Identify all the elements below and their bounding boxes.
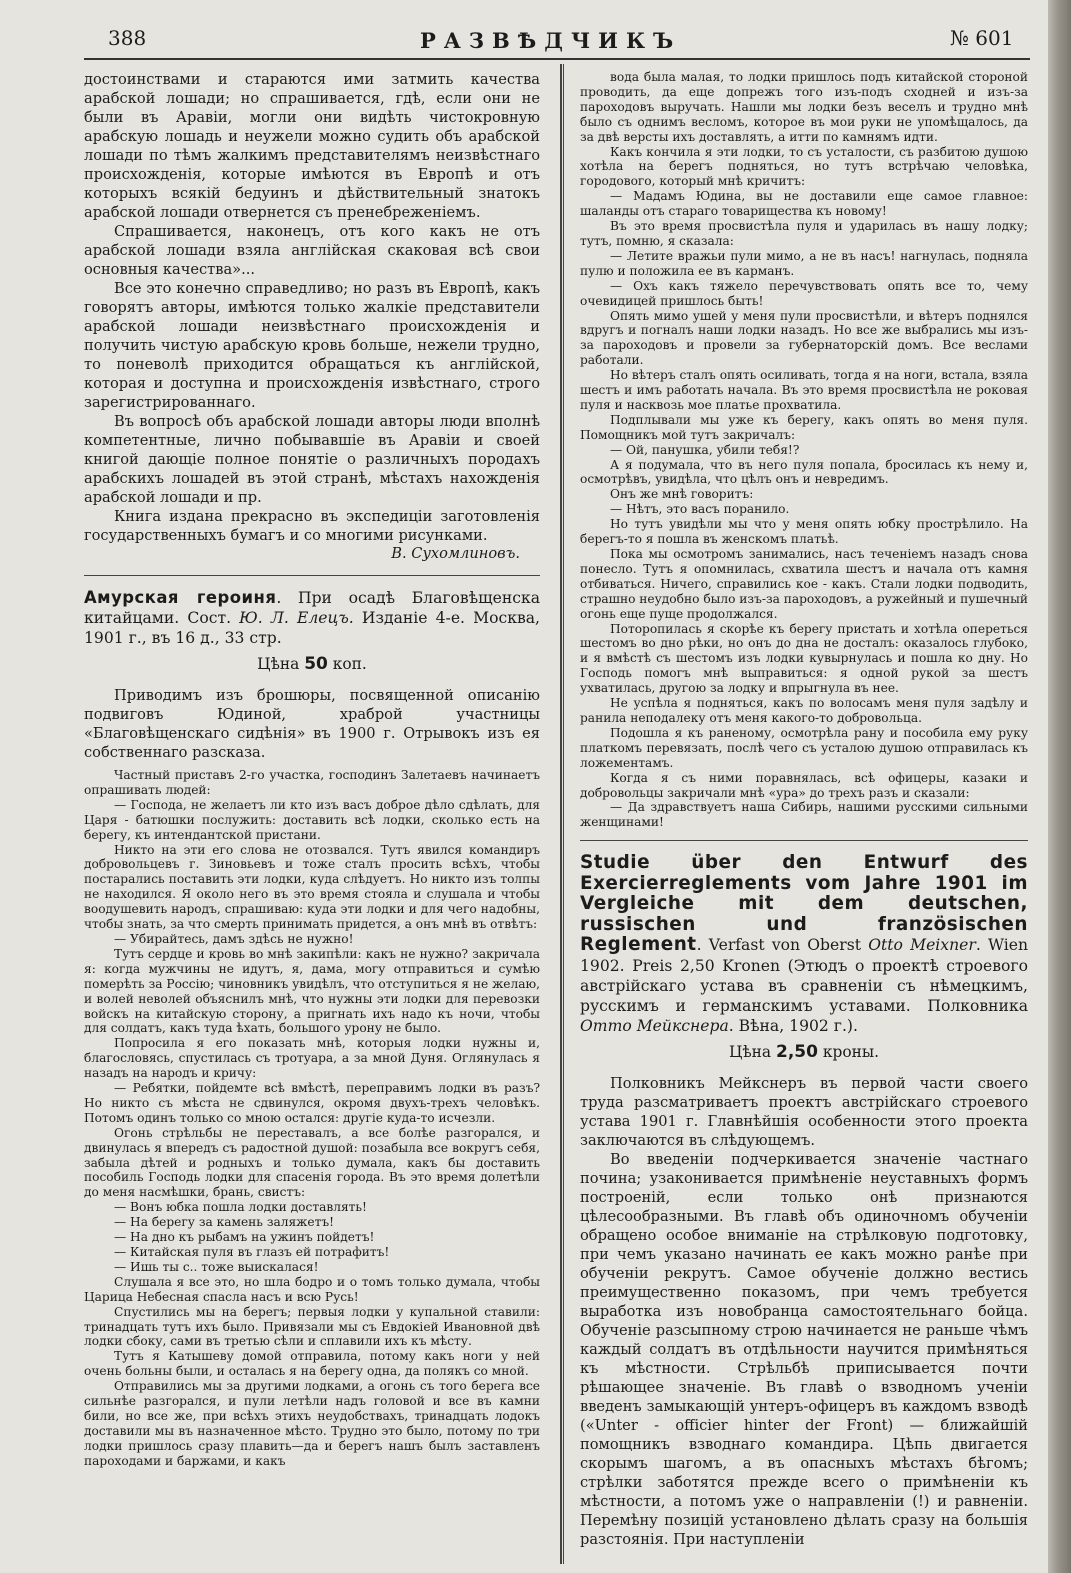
- book-desc: . Вѣна, 1902 г.).: [728, 1016, 858, 1035]
- page-number: 388: [108, 26, 147, 50]
- price-value: 2,50: [776, 1041, 818, 1062]
- story-paragraph: — На берегу за камень заляжетъ!: [114, 1215, 334, 1230]
- book-entry: [580, 853, 1028, 1036]
- section-separator: [580, 840, 1028, 841]
- story-paragraph: Въ это время просвистѣла пуля и ударилась въ нашу лодку; тутъ, помню, я сказала:: [580, 219, 1028, 248]
- story-paragraph: — Китайская пуля въ глазъ ей потрафитъ!: [114, 1245, 390, 1259]
- story-paragraph: Отправились мы за другими лодками, а огонь съ того берега все сильнѣе разгорался, и пули летѣли надъ головой и все въ камни били, но все же, при всѣхъ этихъ неудобствахъ, тринадцать лодокъ доставили мы въ назначенное мѣсто. Трудно это было, потому по три лодки пришлось сразу плавить—да и берегъ нашъ былъ заставленъ пароходами и баржами, и какъ: [84, 1379, 540, 1468]
- column-divider: [560, 64, 562, 1564]
- story-text: [580, 70, 1028, 830]
- review-paragraph: достоинствами и стараются ими затмить качества арабской лошади; но спрашивается, гдѣ, если они не были въ Аравіи, могли они видѣть чистокровную арабскую лошадь и неужели можно судить объ арабской лошади по тѣмъ жалкимъ представителямъ неизвѣстнаго происхожденія, которые имѣются въ Европѣ и отъ которыхъ всякій бедуинъ и дѣйствительный знатокъ арабской лошади отвернется съ пренебреженіемъ.: [84, 71, 540, 221]
- header-rule: [84, 58, 1030, 60]
- story-paragraph: Не успѣла я подняться, какъ по волосамъ меня пуля задѣлу и ранила неподалеку отъ меня какого-то добровольца.: [580, 696, 1028, 725]
- story-paragraph: Опять мимо ушей у меня пули просвистѣли, и вѣтеръ поднялся вдругъ и погналъ наши лодки назадъ. Но все же выбрались мы изъ-за пароходовъ и провели за губернаторскій домъ. Все веслами работали.: [580, 308, 1028, 368]
- story-text: [84, 768, 540, 1469]
- issue-number: № 601: [950, 26, 1014, 50]
- review-paragraph: Все это конечно справедливо; но разъ въ Европѣ, какъ говорятъ авторы, имѣются только жалкіе представители арабской лошади неизвѣстнаго происхожденія и получить чистую арабскую кровь больше, нежели трудно, то поневолѣ приходится обращаться къ англійской, которая и доступна и происхожденія извѣстнаго, строго зарегистрированнаго.: [84, 280, 540, 411]
- story-paragraph: — Вонъ юбка пошла лодки доставлять!: [114, 1200, 367, 1215]
- story-paragraph: Подплывали мы уже къ берегу, какъ опять во меня пуля. Помощникъ мой тутъ закричалъ:: [580, 412, 1028, 442]
- story-paragraph: А я подумала, что въ него пуля попала, бросилась къ нему и, осмотрѣвъ, увидѣла, что цѣлъ онъ и невредимъ.: [580, 457, 1028, 487]
- story-paragraph: Частный приставъ 2-го участка, господинъ Залетаевъ начинаетъ опрашивать людей:: [84, 768, 540, 797]
- book-price: [580, 1042, 1028, 1062]
- review-paragraph: Въ вопросѣ объ арабской лошади авторы люди вполнѣ компетентные, лично побывавшіе въ Аравіи и своей книгой дающіе полное понятіе о различныхъ породахъ арабскихъ лошадей въ этой странѣ, мѣстахъ нахожденія арабской лошади и пр.: [84, 413, 540, 506]
- story-paragraph: Онъ же мнѣ говоритъ:: [610, 487, 754, 502]
- review-signature: В. Сухомлиновъ.: [391, 545, 520, 562]
- story-paragraph: Огонь стрѣльбы не переставалъ, а все болѣе разгорался, и двинулась я впередъ съ радостной душой: позабыла все вокругъ себя, забыла дѣтей и родныхъ и только думала, какъ бы доставить пособиль Господь лодки для спасенія города. Въ это время долетѣли до меня насмѣшки, брань, свистъ:: [84, 1125, 540, 1200]
- price-value: 50: [304, 654, 328, 674]
- story-paragraph: — Ой, панушка, убили тебя!?: [610, 442, 800, 457]
- review-paragraph: Во введеніи подчеркивается значеніе частнаго почина; узаконивается примѣненіе неуставныхъ формъ построеній, если только онѣ признаются цѣлесообразными. Въ главѣ объ одиночномъ обученіи обращено особое вниманіе на стрѣлковую подготовку, при чемъ указано начинать ее какъ можно ранѣе при обученіи рекрутъ. Самое обученіе должно вестись преимущественно показомъ, при чемъ требуется выработка изъ новобранца самостоятельнаго бойца. Обученіе разсыпному строю начинается не раньше чѣмъ каждый солдатъ въ отдѣльности научится примѣняться къ мѣстности. Стрѣльбѣ приписывается почти рѣшающее значеніе. Въ главѣ о взводномъ ученіи введенъ замыкающій унтеръ-офицеръ въ каждомъ взводѣ («Unter - officier hinter der Front) — ближайшій помощникъ взводнаго командира. Цѣпь двигается скорымъ шагомъ, а въ опасныхъ мѣстахъ бѣгомъ; стрѣлки заботятся прежде всего о примѣненіи къ мѣстности, а потомъ уже о направленіи (!) и равненіи. Перемѣну позицій установлено дѣлать сразу на большія разстоянія. При наступленіи: [580, 1150, 1028, 1548]
- story-paragraph: — Ребятки, пойдемте всѣ вмѣстѣ, переправимъ лодки въ разъ? Но никто съ мѣста не сдвинулся, окромя двухъ-трехъ человѣкъ. Потомъ одинъ только со мною остался: другіе куда-то исчезли.: [84, 1081, 540, 1125]
- review-paragraph: Книга издана прекрасно въ экспедиціи заготовленія государственныхъ бумагъ и со многими рисунками.: [84, 508, 540, 544]
- story-paragraph: — На дно къ рыбамъ на ужинъ пойдетъ!: [114, 1230, 375, 1245]
- story-paragraph: вода была малая, то лодки пришлось подъ китайской стороной проводить, да еще допрежъ того изъ-подъ сходней и изъ-за пароходовъ выручать. Нашли мы лодки безъ веселъ и трудно мнѣ было съ однимъ весломъ, которое въ мои руки не упомѣщалось, да за двѣ версты ихъ доставлять, а итти по камнямъ идти.: [580, 70, 1028, 144]
- price-label: Цѣна: [257, 655, 300, 673]
- review-paragraph: Полковникъ Мейкснеръ въ первой части своего труда разсматриваетъ проектъ австрійскаго строевого устава 1901 г. Главнѣйшія особенности этого проекта заключаются въ слѣдующемъ.: [580, 1074, 1028, 1149]
- story-paragraph: Но тутъ увидѣли мы что у меня опять юбку прострѣлило. На берегъ-то я пошла въ женскомъ платьѣ.: [580, 517, 1028, 547]
- story-paragraph: Когда я съ ними поравнялась, всѣ офицеры, казаки и добровольцы закричали мнѣ «ура» до трехъ разъ и сказали:: [580, 770, 1028, 800]
- book-desc: . При осадѣ Благовѣщенска китайцами. Сост.: [84, 589, 540, 627]
- price-label: Цѣна: [728, 1042, 772, 1061]
- journal-title: РАЗВѢДЧИКЪ: [420, 28, 682, 53]
- story-paragraph: Поторопилась я скорѣе къ берегу пристать и хотѣла опереться шестомъ во дно рѣки, но онъ до дна не досталъ: оказалось глубоко, и я вмѣстѣ съ шестомъ изъ лодки кувырнулась и пошла ко дну. Но Господь помогъ мнѣ выправиться: я одной рукой за шестъ ухватилась, другою за лодку и впрыгнула въ нее.: [580, 621, 1028, 696]
- price-unit: коп.: [332, 655, 367, 673]
- book-author-ru: Отто Мейкснера: [580, 1016, 729, 1035]
- book-entry: [84, 588, 540, 648]
- story-paragraph: Спустились мы на берегъ; первыя лодки у купальной ставили: тринадцать тутъ ихъ было. Привязали мы съ Евдокіей Ивановной двѣ лодки сбоку, сами въ третью сѣли и сплавили ихъ къ мѣсту.: [84, 1304, 540, 1349]
- story-paragraph: Слушала я все это, но шла бодро и о томъ только думала, чтобы Царица Небесная спасла насъ и всю Русь!: [84, 1274, 540, 1304]
- book-title: Амурская героиня: [84, 588, 277, 607]
- story-paragraph: — Мадамъ Юдина, вы не доставили еще самое главное: шаланды отъ стараго товарищества къ новому!: [580, 189, 1028, 219]
- column-divider-thin: [563, 64, 564, 1564]
- right-column: [580, 70, 1028, 1565]
- book-desc: . Verfast von Oberst: [696, 936, 869, 955]
- page-header: [0, 24, 1050, 58]
- intro-paragraph: Приводимъ изъ брошюры, посвященной описанію подвиговъ Юдиной, храброй участницы «Благовѣщенскаго сидѣнія» въ 1900 г. Отрывокъ изъ ея собственнаго разсказа.: [84, 687, 540, 761]
- price-unit: кроны.: [822, 1042, 880, 1061]
- story-paragraph: — Летите вражьи пули мимо, а не въ насъ! нагнулась, подняла пулю и положила ее въ карманъ.: [580, 248, 1028, 278]
- book-price: [84, 654, 540, 674]
- story-paragraph: — Убирайтесь, дамъ здѣсь не нужно!: [114, 931, 354, 946]
- page-edge: [1048, 0, 1071, 1573]
- story-paragraph: Но вѣтеръ сталъ опять осиливать, тогда я на ноги, встала, взяла шестъ и имъ работать начала. Въ это время просвистѣла не роковая пуля и насквозь мое платье прохватила.: [580, 368, 1028, 412]
- story-paragraph: — Нѣтъ, это васъ поранило.: [610, 502, 790, 517]
- story-paragraph: Подошла я къ раненому, осмотрѣла рану и пособила ему руку платкомъ перевязать, послѣ чего съ усталою душою отправилась къ ложементамъ.: [580, 725, 1028, 770]
- book-desc: Изданіе 4-е. Москва, 1901 г., въ 16 д., 33 стр.: [84, 609, 540, 647]
- review-paragraph: Спрашивается, наконецъ, отъ кого какъ не отъ арабской лошади взяла англійская скаковая всѣ свои основныя качества»...: [84, 223, 540, 278]
- left-column: [84, 70, 540, 1565]
- story-paragraph: — Господа, не желаетъ ли кто изъ васъ доброе дѣло сдѣлать, для Царя - батюшки послужить: доставить всѣ лодки, сколько есть на берегу, къ интендантской пристани.: [84, 797, 540, 842]
- book-author: Otto Meixner: [868, 936, 976, 955]
- book-title: Studie über den Entwurf des Exercierreglements vom Jahre 1901 im Vergleiche mit dem deutschen, russischen und französischen Reglement: [580, 852, 1028, 956]
- story-paragraph: Какъ кончила я эти лодки, то съ усталости, съ разбитою душою хотѣла на берегъ подняться, но тутъ встрѣчаю человѣка, городового, который мнѣ кричитъ:: [580, 144, 1028, 189]
- story-paragraph: Попросила я его показать мнѣ, которыя лодки нужны и, благословясь, спустилась съ тротуара, а за мной Дуня. Оглянулась я назадъ на народъ и кричу:: [84, 1036, 540, 1081]
- story-paragraph: Тутъ я Катышеву домой отправила, потому какъ ноги у ней очень больны были, и осталась я на берегу одна, да полякъ со мной.: [84, 1349, 540, 1379]
- story-paragraph: Пока мы осмотромъ занимались, насъ теченіемъ назадъ снова понесло. Тутъ я опомнилась, схватила шестъ и начала отъ камня отбиваться. Ничего, справились кое - какъ. Стали лодки подводить, страшно неудобно было изъ-за пароходовъ, а ружейный и пушечный огонь еще пуще продолжался.: [580, 547, 1028, 621]
- section-separator: [84, 575, 540, 576]
- book-author: Ю. Л. Елецъ.: [239, 609, 354, 627]
- story-paragraph: Никто на эти его слова не отозвался. Тутъ явился командиръ добровольцевъ г. Зиновьевъ и тоже сталъ просить всѣхъ, чтобы постарались поставить эти лодки, куда слѣдуетъ. Но никто изъ толпы не находился. Я около него въ это время стояла и слушала и чтобы воодушевить народъ, спрашиваю: куда эти лодки и для чего надобны, чтобы знать, за что смерть принимать придется, а онъ мнѣ въ отвѣтъ:: [84, 842, 540, 932]
- story-paragraph: — Ишь ты с.. тоже выискалася!: [114, 1259, 319, 1274]
- book-desc: . Wien 1902. Preis 2,50 Kronen (Этюдъ о проектѣ строевого австрійскаго устава въ сравненіи съ нѣмецкимъ, русскимъ и германскимъ уставами. Полковника: [580, 936, 1028, 1015]
- story-paragraph: — Да здравствуетъ наша Сибирь, нашими русскими сильными женщинами!: [580, 800, 1028, 830]
- story-paragraph: — Охъ какъ тяжело перечувствовать опять все то, чему очевидицей пришлось быть!: [580, 278, 1028, 308]
- story-paragraph: Тутъ сердце и кровь во мнѣ закипѣли: какъ не нужно? закричала я: когда мужчины не идутъ, я, дама, могу отправиться и сумѣю померѣть за Россію; чиновникъ увидѣлъ, что отступиться я не желаю, и волей неволей объяснилъ мнѣ, что нужны эти лодки для перевозки войскъ на китайскую сторону, а пригнать ихъ надо къ ночи, чтобы для солдатъ, какъ туда ѣхать, большого урону не было.: [84, 946, 540, 1036]
